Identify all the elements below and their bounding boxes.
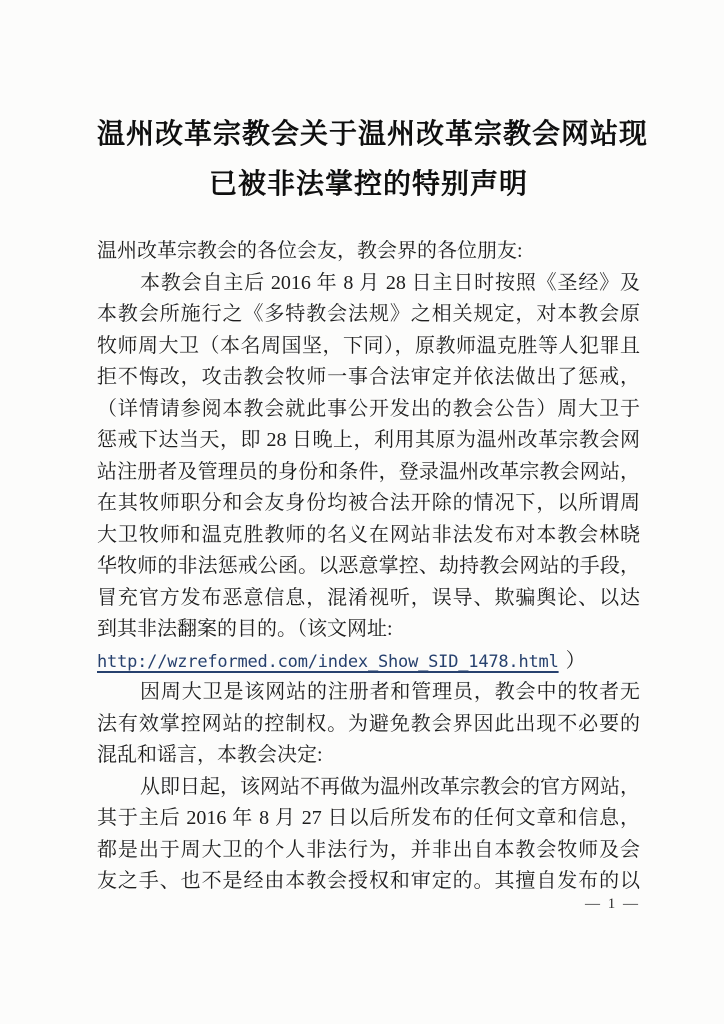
- body-line: 惩戒下达当天，即 28 日晚上，利用其原为温州改革宗教会网: [97, 429, 640, 451]
- body-line: 混乱和谣言，本教会决定:: [97, 744, 323, 766]
- body-line: 友之手、也不是经由本教会授权和审定的。其擅自发布的以: [97, 870, 640, 892]
- body-line: 大卫牧师和温克胜教师的名义在网站非法发布对本教会林晓: [97, 523, 640, 546]
- body-line: 在其牧师职分和会友身份均被合法开除的情况下，以所谓周: [97, 492, 640, 514]
- body-line: （详情请参阅本教会就此事公开发出的教会公告）周大卫于: [97, 397, 640, 420]
- body-line: 从即日起，该网站不再做为温州改革宗教会的官方网站，: [140, 775, 640, 798]
- document-title: [97, 110, 649, 210]
- body-line: 其于主后 2016 年 8 月 27 日以后所发布的任何文章和信息，: [97, 807, 640, 829]
- body-line: 华牧师的非法惩戒公函。以恶意掌控、劫持教会网站的手段，: [97, 555, 640, 577]
- body-line: 因周大卫是该网站的注册者和管理员，教会中的牧者无: [140, 681, 640, 703]
- body-line: 拒不悔改，攻击教会牧师一事合法审定并依法做出了惩戒，: [97, 366, 640, 388]
- body-line: 本教会所施行之《多特教会法规》之相关规定，对本教会原: [97, 303, 640, 325]
- body-line: 站注册者及管理员的身份和条件，登录温州改革宗教会网站，: [97, 460, 640, 483]
- body-line: 温州改革宗教会的各位会友，教会界的各位朋友:: [97, 240, 523, 262]
- page-number: — 1 —: [585, 896, 640, 912]
- website-link[interactable]: http://wzreformed.com/index_Show_SID_1478.html: [97, 651, 559, 672]
- body-line: 本教会自主后 2016 年 8 月 28 日主日时按照《圣经》及: [140, 271, 640, 294]
- body-line: 牧师周大卫（本名周国坚，下同），原教师温克胜等人犯罪且: [97, 334, 640, 357]
- body-line-url: [97, 646, 640, 678]
- body-line: 法有效掌控网站的控制权。为避免教会界因此出现不必要的: [97, 712, 640, 735]
- document-body: [97, 236, 640, 898]
- body-line: 冒充官方发布恶意信息，混淆视听，误导、欺骗舆论、以达: [97, 586, 640, 609]
- body-line: 都是出于周大卫的个人非法行为，并非出自本教会牧师及会: [97, 838, 640, 861]
- document-title-line-1: 温州改革宗教会关于温州改革宗教会网站现: [97, 119, 649, 150]
- link-suffix-paren: ）: [565, 649, 586, 672]
- body-line: 到其非法翻案的目的。（该文网址:: [97, 618, 393, 640]
- document-title-line-2: 已被非法掌控的特别声明: [208, 169, 528, 200]
